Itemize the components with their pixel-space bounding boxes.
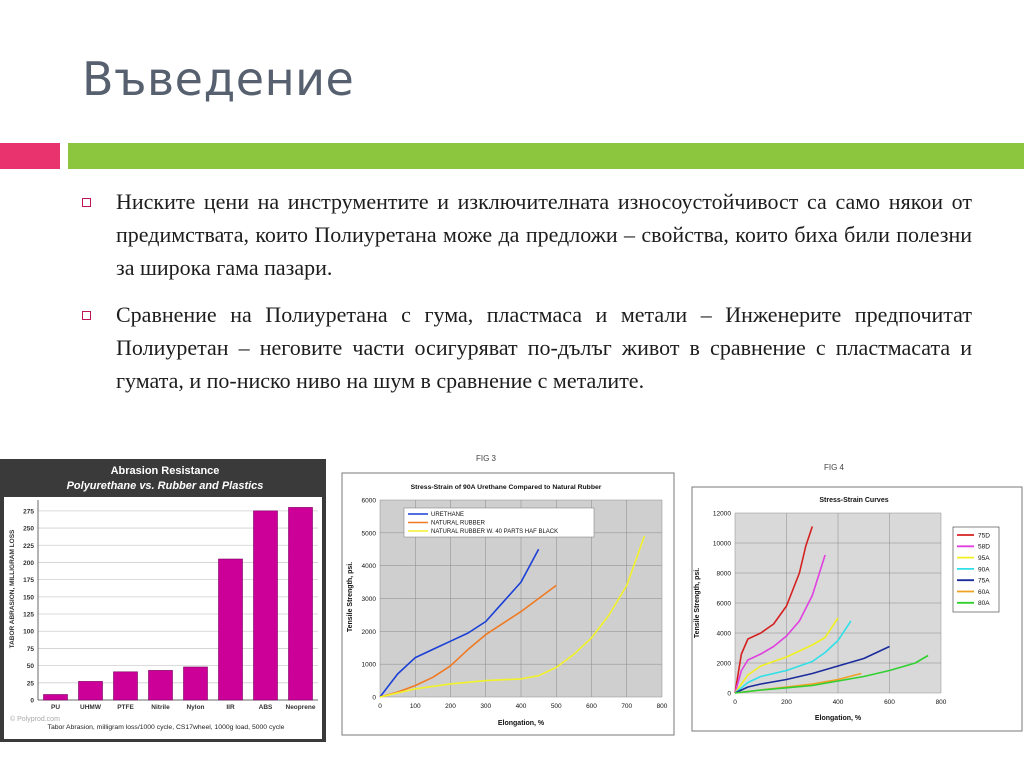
bullet-text: Сравнение на Полиуретана с гума, пластмаса и метали – Инженерите предпочитат Полиуретан – неговите части осигуряват по-дълъг живот в сравнение с пластмасата и гумата, и по-ниско ниво на шум в сравнение с металите. — [116, 302, 972, 393]
y-tick-label: 175 — [23, 577, 34, 585]
x-tick-label: 600 — [586, 703, 597, 710]
y-axis-label: TABOR ABRASION, MILLIGRAM LOSS — [9, 529, 16, 649]
fig-label: FIG 3 — [475, 454, 497, 463]
x-tick-label: 800 — [935, 699, 947, 706]
bar-pu — [44, 694, 68, 700]
x-tick-label: PTFE — [117, 704, 134, 711]
x-tick-label: 400 — [832, 699, 844, 706]
y-tick-label: 250 — [23, 525, 34, 533]
chart-subtitle: Polyurethane vs. Rubber and Plastics — [66, 480, 264, 492]
bar-ptfe — [114, 672, 138, 700]
y-tick-label: 5000 — [361, 530, 376, 538]
x-tick-label: 700 — [621, 703, 633, 710]
legend-label: 60A — [978, 588, 990, 596]
fig4-line-chart — [690, 458, 1024, 734]
y-tick-label: 25 — [26, 680, 34, 688]
x-tick-label: PU — [50, 704, 61, 711]
accent-bar-green — [68, 143, 1024, 169]
y-tick-label: 0 — [727, 690, 731, 698]
y-axis-label: Tensile Strength, psi. — [347, 561, 354, 633]
x-tick-label: Nitrile — [151, 704, 170, 711]
bullet-text: Ниските цени на инструментите и изключителната износоустойчивост са само някои от предимствата, които Полиуретана може да предложи – свойства, които биха били полезни за широка гама пазари. — [116, 189, 972, 280]
legend-label: 90A — [978, 566, 990, 574]
chart-title: Abrasion Resistance — [110, 465, 220, 477]
watermark: © Polyprod.com — [10, 716, 60, 723]
y-tick-label: 10000 — [712, 540, 731, 548]
bar-iir — [219, 559, 243, 700]
y-tick-label: 0 — [30, 697, 34, 705]
x-tick-label: 500 — [550, 703, 562, 710]
chart-footnote: Tabor Abrasion, milligram loss/1000 cycle, CS17wheel, 1000g load, 5000 cycle — [47, 724, 285, 731]
bullet-item — [80, 298, 972, 397]
chart-title: Stress-Strain of 90A Urethane Compared to Natural Rubber — [410, 484, 602, 491]
y-tick-label: 125 — [23, 611, 34, 619]
legend-label: 75D — [978, 532, 990, 540]
x-tick-label: 0 — [378, 703, 382, 710]
chart-title: Stress-Strain Curves — [819, 497, 889, 504]
bullet-item — [80, 185, 972, 284]
x-tick-label: IIR — [226, 704, 235, 711]
y-tick-label: 12000 — [712, 510, 731, 518]
accent-bar-pink — [0, 143, 60, 169]
y-tick-label: 200 — [23, 559, 34, 567]
y-tick-label: 75 — [26, 645, 34, 653]
x-tick-label: 300 — [480, 703, 492, 710]
bar-nitrile — [149, 670, 173, 700]
y-tick-label: 50 — [26, 663, 34, 671]
y-tick-label: 6000 — [716, 600, 731, 608]
legend-label: URETHANE — [431, 512, 465, 519]
x-tick-label: UHMW — [80, 704, 101, 711]
x-axis-label: Elongation, % — [814, 715, 862, 722]
page-title: Въведение — [82, 52, 355, 106]
x-axis-label: Elongation, % — [497, 720, 545, 727]
y-tick-label: 4000 — [716, 630, 731, 638]
bar-nylon — [184, 667, 208, 700]
legend-label: 95A — [978, 555, 990, 562]
x-tick-label: ABS — [258, 704, 273, 711]
y-axis-label: Tensile Strength, psi. — [694, 567, 701, 639]
x-tick-label: 200 — [445, 703, 456, 710]
bar-abs — [254, 511, 278, 700]
fig-label: FIG 4 — [823, 463, 845, 472]
y-tick-label: 6000 — [361, 497, 376, 505]
y-tick-label: 4000 — [361, 563, 376, 571]
x-tick-label: Neoprene — [285, 704, 316, 711]
y-tick-label: 100 — [23, 628, 34, 636]
y-tick-label: 2000 — [361, 628, 376, 636]
bar-neoprene — [289, 507, 313, 700]
x-tick-label: 600 — [884, 699, 895, 706]
y-tick-label: 0 — [372, 694, 376, 702]
bar-uhmw — [79, 681, 103, 700]
legend-label: 58D — [978, 543, 990, 551]
legend-label: NATURAL RUBBER — [431, 520, 486, 527]
y-tick-label: 150 — [23, 594, 34, 602]
square-bullet-icon — [82, 311, 91, 320]
y-tick-label: 275 — [23, 508, 34, 516]
x-tick-label: 400 — [515, 703, 527, 710]
y-tick-label: 2000 — [716, 660, 731, 668]
x-tick-label: 200 — [781, 699, 792, 706]
x-tick-label: 100 — [409, 703, 421, 710]
y-tick-label: 8000 — [716, 570, 731, 578]
y-tick-label: 225 — [23, 542, 34, 550]
legend-label: 80A — [978, 600, 990, 608]
legend-label: NATURAL RUBBER W. 40 PARTS HAF BLACK — [431, 529, 559, 536]
legend-label: 75A — [978, 577, 990, 585]
abrasion-bar-chart — [0, 459, 326, 742]
x-tick-label: Nylon — [186, 704, 205, 711]
square-bullet-icon — [82, 198, 91, 207]
y-tick-label: 3000 — [361, 596, 376, 603]
y-tick-label: 1000 — [361, 661, 376, 669]
bullet-list — [80, 185, 972, 411]
x-tick-label: 800 — [656, 703, 668, 710]
x-tick-label: 0 — [733, 699, 737, 706]
fig3-line-chart — [340, 447, 676, 737]
